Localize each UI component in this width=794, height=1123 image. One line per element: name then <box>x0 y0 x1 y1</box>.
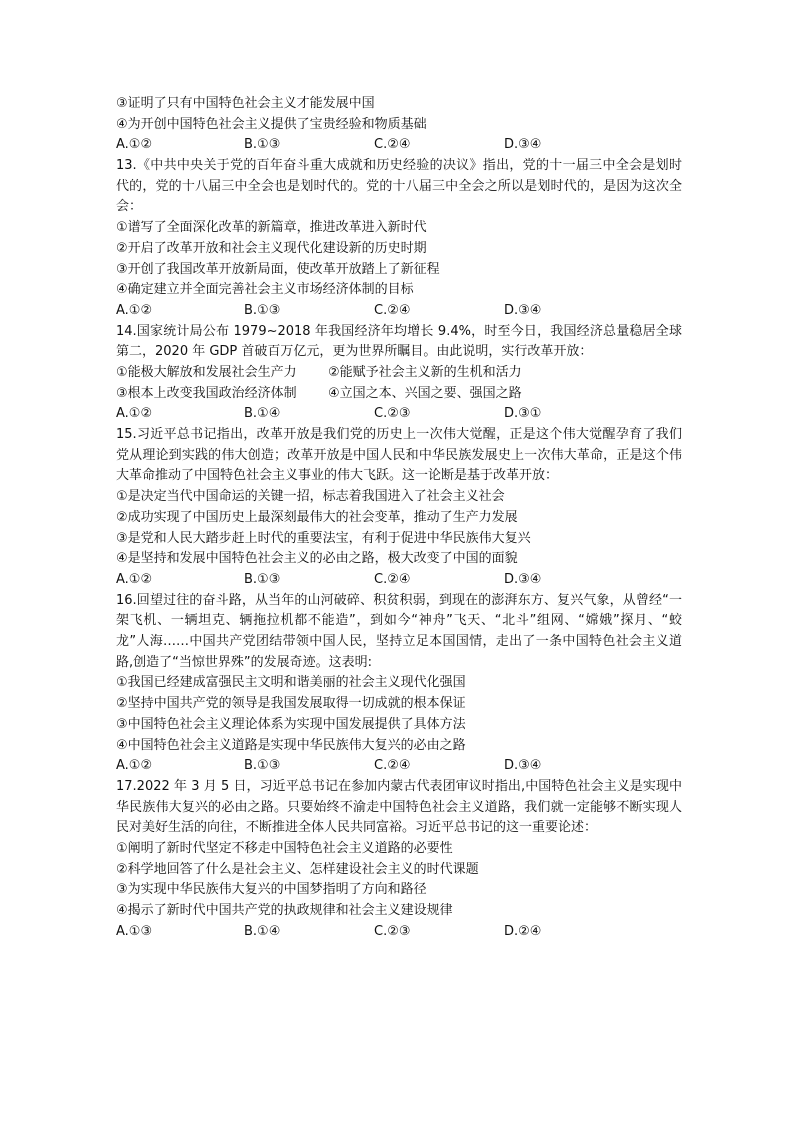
q15-statement-1: ①是决定当代中国命运的关键一招，标志着我国进入了社会主义社会 <box>116 489 505 505</box>
q16-statement-4: ④中国特色社会主义道路是实现中华民族伟大复兴的必由之路 <box>116 737 466 753</box>
q17-option-a: A.①③ <box>116 923 153 939</box>
q16-option-c: C.②④ <box>374 758 411 774</box>
q17-stem: 17.2022 年 3 月 5 日，习近平总书记在参加内蒙古代表团审议时指出,中国特色社会主义是实现中华民族伟大复兴的必由之路。只要始终不渝走中国特色社会主义道路，我们就一定能够不断实现人民对美好生活的向往，不断推进全体人民共同富裕。习近平总书记的这一重要论述： <box>116 778 682 836</box>
q17-statement-1: ①阐明了新时代坚定不移走中国特色社会主义道路的必要性 <box>116 840 453 856</box>
q15-option-b: B.①③ <box>244 571 281 587</box>
q15-options <box>116 570 682 591</box>
q17-statement-4: ④揭示了新时代中国共产党的执政规律和社会主义建设规律 <box>116 903 453 919</box>
q17-options <box>116 922 682 943</box>
q17-option-b: B.①④ <box>244 923 281 939</box>
q13-stem: 13.《中共中央关于党的百年奋斗重大成就和历史经验的决议》指出，党的十一届三中全会是划时代的，党的十八届三中全会也是划时代的。党的十八届三中全会之所以是划时代的，是因为这次全会： <box>116 158 682 215</box>
q15-stem: 15.习近平总书记指出，改革开放是我们党的历史上一次伟大觉醒，正是这个伟大觉醒孕育了我们党从理论到实践的伟大创造；改革开放是中国人民和中华民族发展史上一次伟大革命，正是这个伟大革命推动了中国特色社会主义事业的伟大飞跃。这一论断是基于改革开放： <box>116 427 682 484</box>
q16-statement-2: ②坚持中国共产党的领导是我国发展取得一切成就的根本保证 <box>116 696 466 712</box>
q16-option-d: D.③④ <box>504 758 542 774</box>
q13-statement-1: ①谱写了全面深化改革的新篇章，推进改革进入新时代 <box>116 220 427 236</box>
q17-option-c: C.②③ <box>374 923 411 939</box>
q14-option-b: B.①④ <box>244 406 281 422</box>
q16-option-b: B.①③ <box>244 758 281 774</box>
q17-option-d: D.②④ <box>504 923 542 939</box>
q14-options <box>116 404 682 425</box>
q12-option-c: C.②④ <box>374 137 411 153</box>
q13-option-c: C.②④ <box>374 302 411 318</box>
q12-options <box>116 135 682 156</box>
q12-statement-3: ③证明了只有中国特色社会主义才能发展中国 <box>116 96 375 111</box>
q14-statement-2: ②能赋予社会主义新的生机和活力 <box>328 365 522 381</box>
q15-option-c: C.②④ <box>374 571 411 587</box>
q14-statement-4: ④立国之本、兴国之要、强国之路 <box>328 385 522 401</box>
q13-statement-4: ④确定建立并全面完善社会主义市场经济体制的目标 <box>116 282 414 298</box>
q14-stem: 14.国家统计局公布 1979~2018 年我国经济年均增长 9.4%，时至今日，我国经济总量稳居全球第二，2020 年 GDP 首破百万亿元，更为世界所瞩目。由此说明，实行改革开放： <box>116 323 682 360</box>
q15-option-d: D.③④ <box>504 571 542 587</box>
q12-statement-4: ④为开创中国特色社会主义提供了宝贵经验和物质基础 <box>116 116 427 132</box>
q15-statement-4: ④是坚持和发展中国特色社会主义的必由之路，极大改变了中国的面貌 <box>116 551 518 567</box>
q14-statement-3: ③根本上改变我国政治经济体制 <box>116 385 297 401</box>
q14-option-c: C.②③ <box>374 406 411 422</box>
q13-option-d: D.③④ <box>504 302 542 318</box>
q14-statement-1: ①能极大解放和发展社会生产力 <box>116 365 297 381</box>
q17-statement-2: ②科学地回答了什么是社会主义、怎样建设社会主义的时代课题 <box>116 861 479 877</box>
q16-option-a: A.①② <box>116 758 153 774</box>
q14-option-d: D.③① <box>504 406 542 422</box>
q12-option-a: A.①② <box>116 137 153 153</box>
q15-statement-2: ②成功实现了中国历史上最深刻最伟大的社会变革，推动了生产力发展 <box>116 509 518 525</box>
q16-stem: 16.回望过往的奋斗路，从当年的山河破碎、积贫积弱，到现在的澎湃东方、复兴气象，从曾经“一架飞机、一辆坦克、辆拖拉机都不能造”，到如今“神舟”飞天、“北斗”组网、“嫦娥”探月、“蛟龙”人海……中国共产党团结带领中国人民，坚持立足本国国情，走出了一条中国特色社会主义道路,创造了“当惊世界殊”的发展奇迹。这表明: <box>116 592 682 670</box>
q12-option-b: B.①③ <box>244 137 281 153</box>
q13-statement-2: ②开启了改革开放和社会主义现代化建设新的历史时期 <box>116 240 427 256</box>
q17-statement-3: ③为实现中华民族伟大复兴的中国梦指明了方向和路径 <box>116 882 427 898</box>
q16-options <box>116 756 682 777</box>
q14-option-a: A.①② <box>116 406 153 422</box>
q14-statements-row-2 <box>116 384 682 405</box>
q16-statement-3: ③中国特色社会主义理论体系为实现中国发展提供了具体方法 <box>116 716 466 732</box>
q13-options <box>116 301 682 322</box>
q15-statement-3: ③是党和人民大踏步赶上时代的重要法宝，有利于促进中华民族伟大复兴 <box>116 530 531 546</box>
q13-option-a: A.①② <box>116 302 153 318</box>
q16-statement-1: ①我国已经建成富强民主文明和谐美丽的社会主义现代化强国 <box>116 675 466 691</box>
q12-option-d: D.③④ <box>504 137 542 153</box>
q15-option-a: A.①② <box>116 571 153 587</box>
q13-statement-3: ③开创了我国改革开放新局面，使改革开放踏上了新征程 <box>116 261 440 277</box>
q14-statements-row-1 <box>116 363 682 384</box>
q13-option-b: B.①③ <box>244 302 281 318</box>
exam-page <box>116 94 682 942</box>
